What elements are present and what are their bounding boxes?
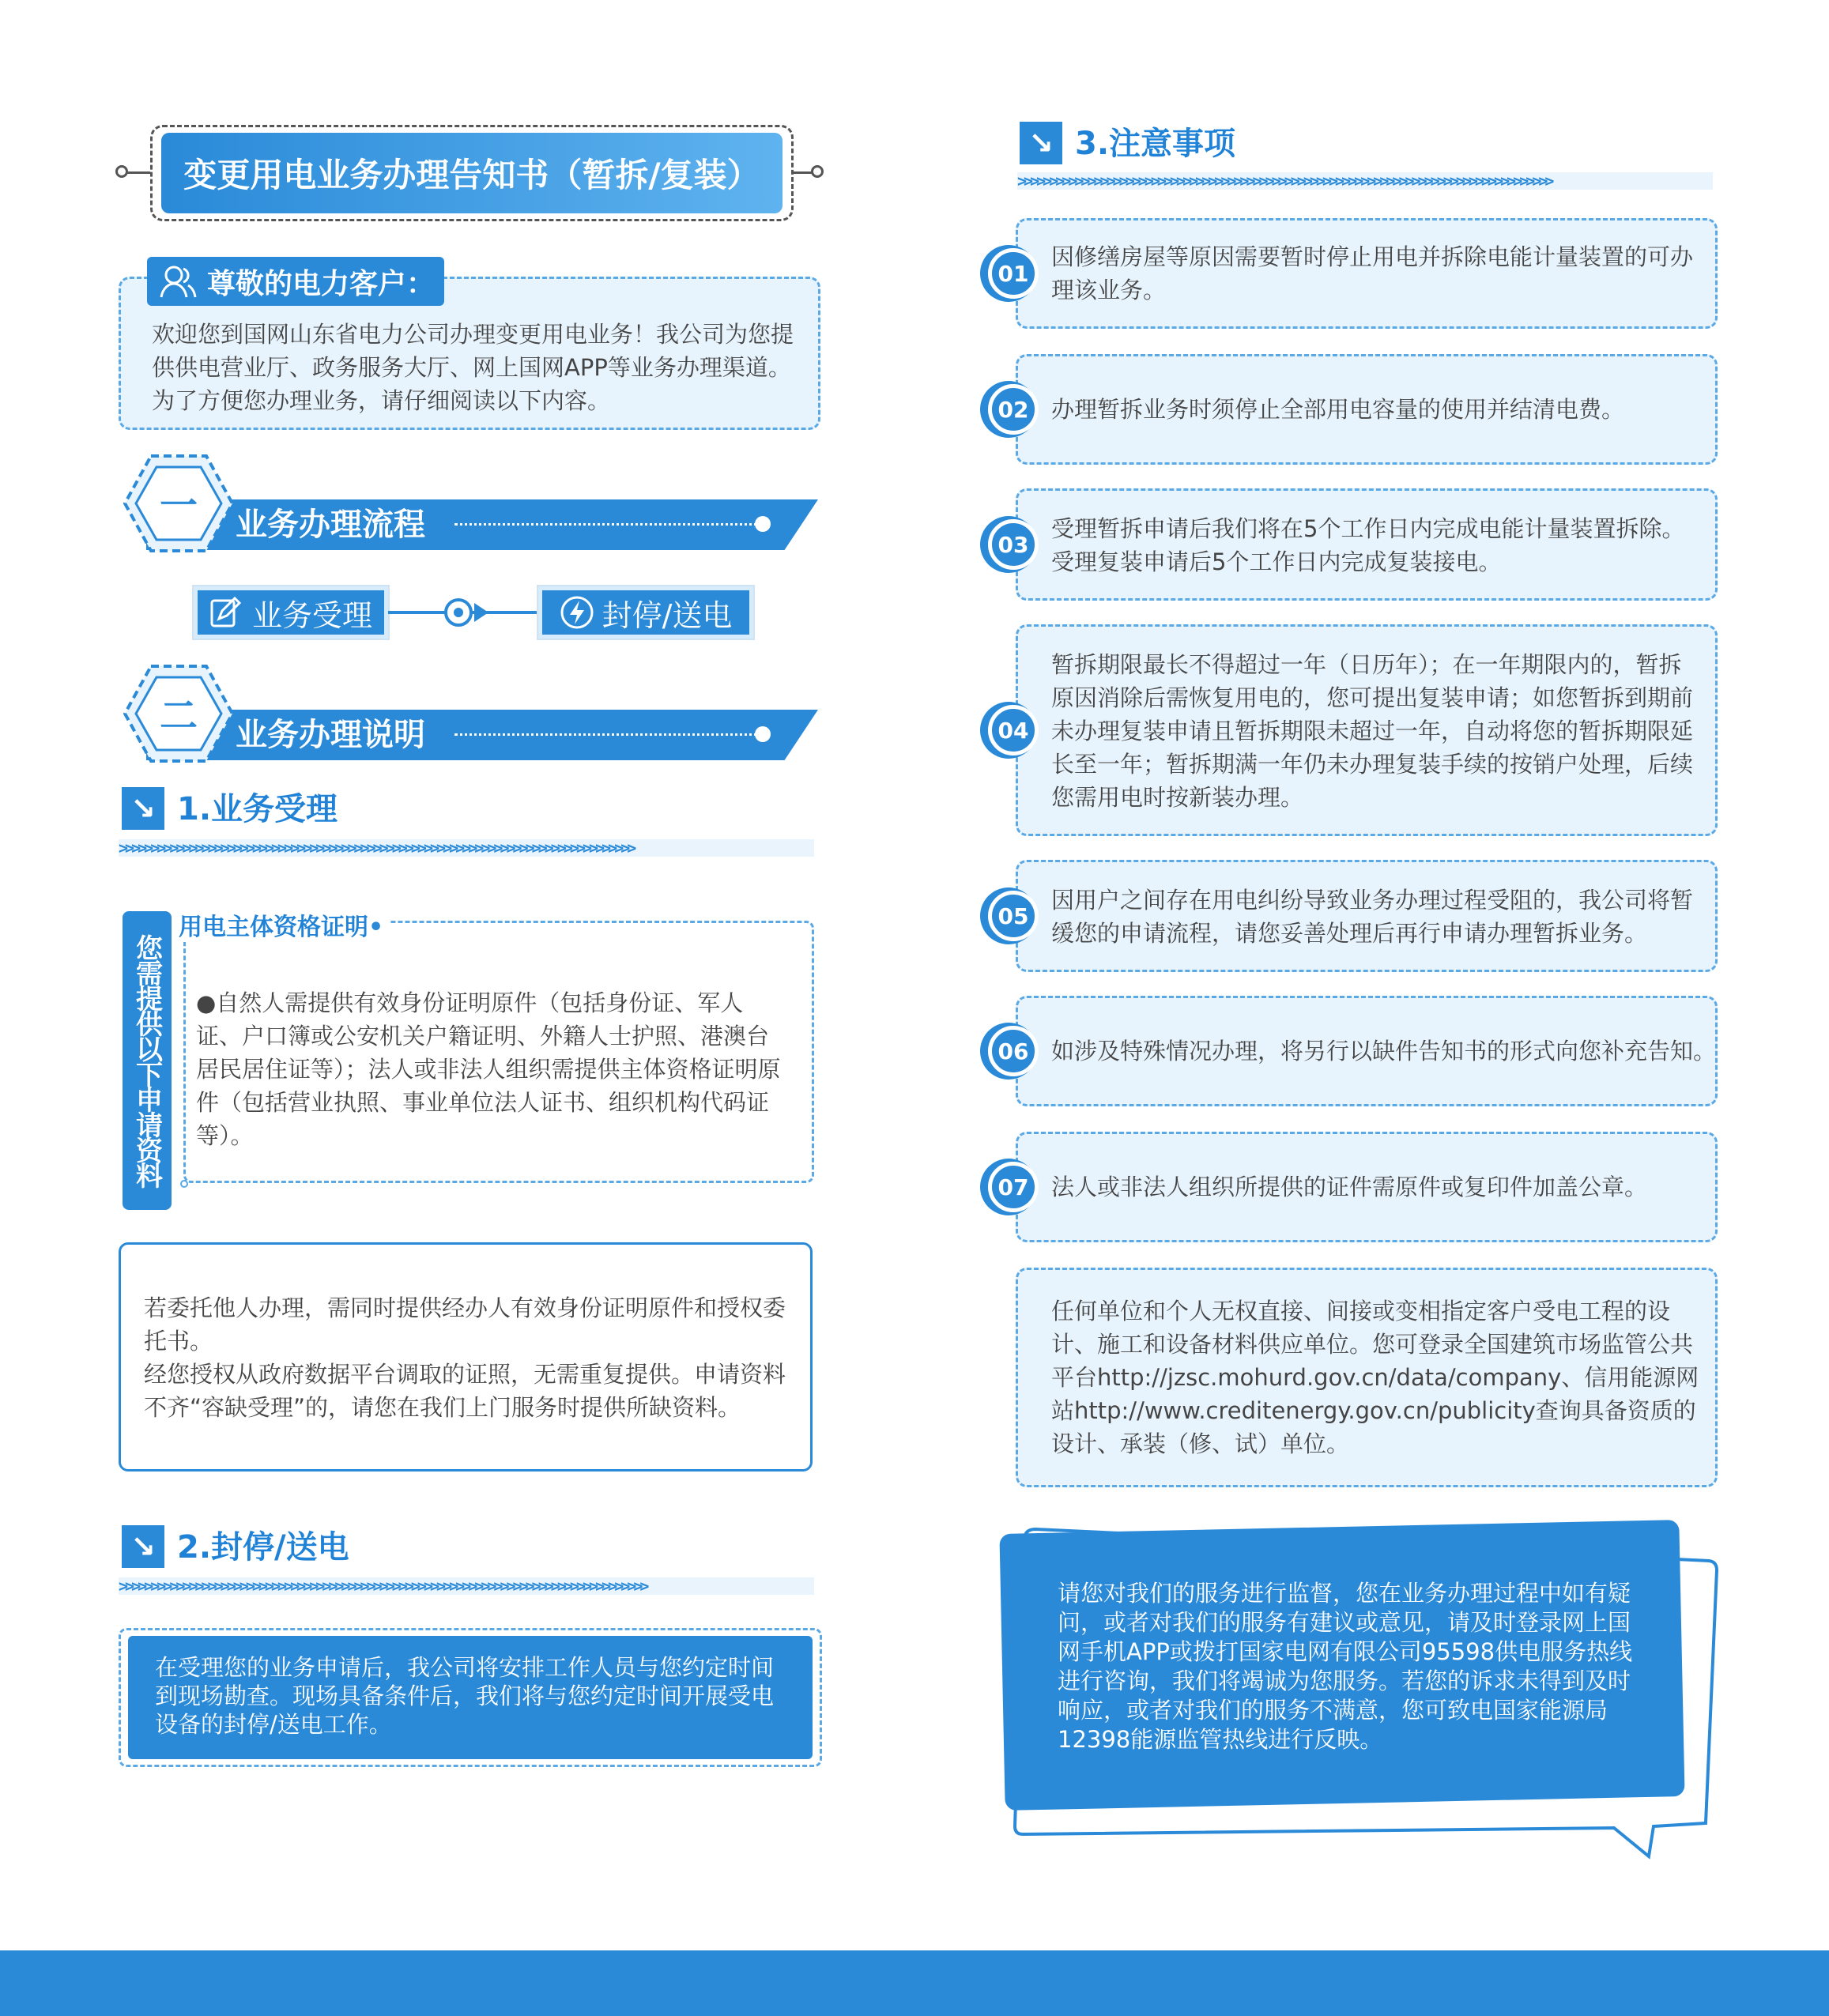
notice-number: 02 bbox=[988, 384, 1039, 435]
section2-chevron-divider: >>>>>>>>>>>>>>>>>>>>>>>>>>>>>>>>>>>>>>>>>>>>>>>>>>>>>>>>>>>>>>>>>>>>>>>>>>>>>>>>>>> bbox=[119, 1577, 814, 1595]
flow-arrow-icon bbox=[474, 603, 488, 622]
notice-number: 07 bbox=[988, 1162, 1039, 1212]
section2-title: 2.封停/送电 bbox=[177, 1529, 349, 1566]
notice-text: 暂拆期限最长不得超过一年（日历年）；在一年期限内的，暂拆原因消除后需恢复用电的，您可提出复装申请；如您暂拆到期前未办理复装申请且暂拆期限未超过一年，自动将您的暂拆期限延长至一年；暂拆期满一年仍未办理复装手续的按销户处理，后续您需用电时按新装办理。 bbox=[1051, 651, 1694, 811]
greeting-header bbox=[147, 257, 444, 306]
supervision-text: 请您对我们的服务进行监督，您在业务办理过程中如有疑问，或者对我们的服务有建议或意见，请及时登录网上国网手机APP或拨打国家电网有限公司95598供电服务热线进行咨询，我们将竭诚为您服务。若您的诉求未得到及时响应，或者对我们的服务不满意，您可致电国家能源局12398能源监管热线进行反映。 bbox=[1058, 1580, 1633, 1753]
notice-number: 06 bbox=[988, 1026, 1039, 1076]
qualification-text: 任何单位和个人无权直接、间接或变相指定客户受电工程的设计、施工和设备材料供应单位。您可登录全国建筑市场监管公共平台http://jzsc.mohurd.gov.cn/data/company、信用能源网站http://www.creditenergy.gov.cn/publicity查询具备资质的设计、承装（修、试）单位。 bbox=[1051, 1298, 1699, 1457]
doc-title-dot: • bbox=[368, 914, 384, 941]
page-title: 变更用电业务办理告知书（暂拆/复装） bbox=[161, 133, 783, 213]
part1-title: 业务办理流程 bbox=[236, 507, 425, 543]
part1-index: 一 bbox=[159, 483, 198, 528]
part2-end-dot bbox=[755, 726, 771, 742]
doc-title bbox=[179, 907, 390, 942]
notice-number: 03 bbox=[988, 519, 1039, 570]
part2-title: 业务办理说明 bbox=[236, 717, 425, 753]
greeting-body: 欢迎您到国网山东省电力公司办理变更用电业务！我公司为您提供供电营业厅、政务服务大厅、网上国网APP等业务办理渠道。为了方便您办理业务，请仔细阅读以下内容。 bbox=[152, 321, 794, 414]
part1-dotted-line bbox=[454, 523, 763, 526]
notice-number: 01 bbox=[988, 248, 1039, 299]
notice-text: 受理暂拆申请后我们将在5个工作日内完成电能计量装置拆除。受理复装申请后5个工作日内完成复装接电。 bbox=[1051, 515, 1685, 575]
notice-text: 因修缮房屋等原因需要暂时停止用电并拆除电能计量装置的可办理该业务。 bbox=[1051, 243, 1694, 303]
edit-icon bbox=[209, 597, 244, 628]
notice-text: 因用户之间存在用电纠纷导致业务办理过程受阻的，我公司将暂缓您的申请流程，请您妥善处理后再行申请办理暂拆业务。 bbox=[1051, 887, 1694, 947]
notice-text: 如涉及特殊情况办理，将另行以缺件告知书的形式向您补充告知。 bbox=[1051, 1038, 1717, 1065]
lightning-icon bbox=[560, 595, 594, 630]
flow-step2-label: 封停/送电 bbox=[601, 597, 733, 633]
flow-step1-label: 业务受理 bbox=[251, 597, 372, 633]
part1-end-dot bbox=[755, 516, 771, 532]
notice-number: 04 bbox=[988, 705, 1039, 756]
user-icon bbox=[158, 264, 199, 299]
note-line1: 若委托他人办理，需同时提供经办人有效身份证明原件和授权委托书。 bbox=[144, 1294, 786, 1355]
section3-title: 3.注意事项 bbox=[1075, 126, 1236, 162]
greeting-title: 尊敬的电力客户： bbox=[207, 267, 436, 300]
notice-text: 办理暂拆业务时须停止全部用电容量的使用并结清电费。 bbox=[1051, 396, 1625, 423]
section2-arrow-icon: ↘ bbox=[122, 1525, 164, 1568]
section1-title: 1.业务受理 bbox=[177, 791, 338, 827]
required-docs-label: 您需提供以下申请资料 bbox=[123, 911, 172, 1210]
note-line2: 经您授权从政府数据平台调取的证照，无需重复提供。申请资料不齐“容缺受理”的，请您在我们上门服务时提供所缺资料。 bbox=[144, 1361, 786, 1421]
notice-text: 法人或非法人组织所提供的证件需原件或复印件加盖公章。 bbox=[1051, 1174, 1648, 1200]
doc-body: ●自然人需提供有效身份证明原件（包括身份证、军人证、户口簿或公安机关户籍证明、外籍人士护照、港澳台居民居住证等）；法人或非法人组织需提供主体资格证明原件（包括营业执照、事业单位法人证书、组织机构代码证等）。 bbox=[196, 989, 781, 1149]
part2-index: 二 bbox=[159, 693, 198, 738]
flow-step2 bbox=[538, 586, 753, 639]
title-left-dot bbox=[115, 165, 128, 178]
part2-dotted-line bbox=[454, 733, 763, 736]
section3-arrow-icon: ↘ bbox=[1020, 122, 1062, 164]
flow-step1 bbox=[194, 586, 388, 639]
doc-corner-dot bbox=[180, 1180, 188, 1188]
section1-arrow-icon: ↘ bbox=[122, 787, 164, 830]
section3-chevron-divider: >>>>>>>>>>>>>>>>>>>>>>>>>>>>>>>>>>>>>>>>>>>>>>>>>>>>>>>>>>>>>>>>>>>>>>>>>>>>>>>>>>>> bbox=[1017, 172, 1713, 190]
title-right-dot bbox=[811, 165, 824, 178]
footer-bar bbox=[0, 1950, 1829, 2016]
section2-body: 在受理您的业务申请后，我公司将安排工作人员与您约定时间到现场勘查。现场具备条件后，我们将与您约定时间开展受电设备的封停/送电工作。 bbox=[128, 1636, 813, 1759]
flow-target-icon bbox=[444, 598, 473, 627]
doc-title-text: 用电主体资格证明 bbox=[179, 914, 368, 941]
notice-number: 05 bbox=[988, 891, 1039, 941]
section1-chevron-divider: >>>>>>>>>>>>>>>>>>>>>>>>>>>>>>>>>>>>>>>>>>>>>>>>>>>>>>>>>>>>>>>>>>>>>>>>>>>>>>>>> bbox=[119, 839, 814, 857]
